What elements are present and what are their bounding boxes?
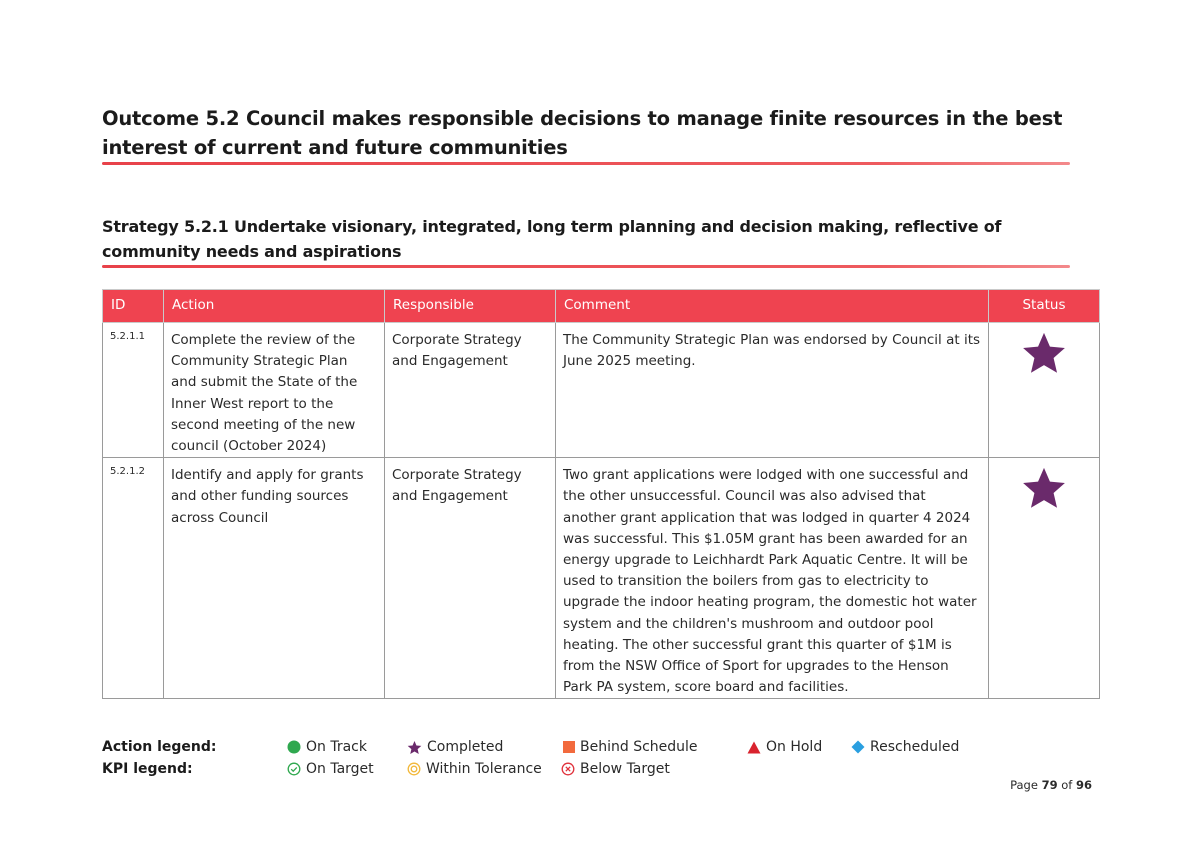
completed-star-icon xyxy=(1021,465,1067,511)
legend-on-target: On Target xyxy=(287,758,374,780)
kpi-legend-label: KPI legend: xyxy=(102,761,193,777)
row-action: Complete the review of the Community Strategic Plan and submit the State of the Inner West report to the second meeting of the new council (October 2024) xyxy=(164,323,385,458)
legend-completed: Completed xyxy=(407,736,503,758)
legend-below-target: Below Target xyxy=(561,758,670,780)
row-responsible: Corporate Strategy and Engagement xyxy=(385,323,556,458)
table-row xyxy=(103,323,1100,458)
red-x-circle-icon xyxy=(561,762,575,776)
header-comment: Comment xyxy=(556,290,989,323)
table-header-row xyxy=(103,290,1100,323)
action-legend-row xyxy=(102,736,1002,758)
legend-behind-schedule: Behind Schedule xyxy=(563,736,698,758)
legend-on-track: On Track xyxy=(287,736,367,758)
kpi-legend-row xyxy=(102,758,1002,780)
page-number: Page 79 of 96 xyxy=(1010,778,1092,792)
action-legend-label: Action legend: xyxy=(102,739,217,755)
red-triangle-icon xyxy=(747,741,761,754)
outcome-underline xyxy=(102,162,1070,165)
green-circle-icon xyxy=(287,740,301,754)
strategy-underline xyxy=(102,265,1070,268)
legend xyxy=(102,736,1002,780)
header-responsible: Responsible xyxy=(385,290,556,323)
row-comment: Two grant applications were lodged with one successful and the other unsuccessful. Council was also advised that another grant application that was lodged in quarter 4 2024 was successful. This $1.05M grant has been awarded for an energy upgrade to Leichhardt Park Aquatic Centre. It will be used to transition the boilers from gas to electricity to upgrade the indoor heating program, the domestic hot water system and the children's mushroom and outdoor pool heating. The other successful grant this quarter of $1M is from the NSW Office of Sport for upgrades to the Henson Park PA system, score board and facilities. xyxy=(556,458,989,699)
legend-within-tolerance: Within Tolerance xyxy=(407,758,542,780)
legend-rescheduled: Rescheduled xyxy=(851,736,959,758)
blue-diamond-icon xyxy=(851,740,865,754)
outcome-title: Outcome 5.2 Council makes responsible decisions to manage finite resources in the best interest of current and future communities xyxy=(102,107,1063,159)
row-id: 5.2.1.1 xyxy=(103,323,164,458)
header-action: Action xyxy=(164,290,385,323)
row-comment: The Community Strategic Plan was endorsed by Council at its June 2025 meeting. xyxy=(556,323,989,458)
strategy-title: Strategy 5.2.1 Undertake visionary, integrated, long term planning and decision making, reflective of community needs and aspirations xyxy=(102,217,1002,261)
purple-star-icon xyxy=(407,740,422,755)
header-status: Status xyxy=(989,290,1100,323)
actions-table xyxy=(102,289,1100,699)
completed-star-icon xyxy=(1021,330,1067,376)
row-action: Identify and apply for grants and other funding sources across Council xyxy=(164,458,385,699)
green-check-circle-icon xyxy=(287,762,301,776)
table-row xyxy=(103,458,1100,699)
row-status xyxy=(989,458,1100,699)
header-id: ID xyxy=(103,290,164,323)
row-status xyxy=(989,323,1100,458)
yellow-ring-icon xyxy=(407,762,421,776)
row-id: 5.2.1.2 xyxy=(103,458,164,699)
row-responsible: Corporate Strategy and Engagement xyxy=(385,458,556,699)
legend-on-hold: On Hold xyxy=(747,736,822,758)
orange-square-icon xyxy=(563,741,575,753)
